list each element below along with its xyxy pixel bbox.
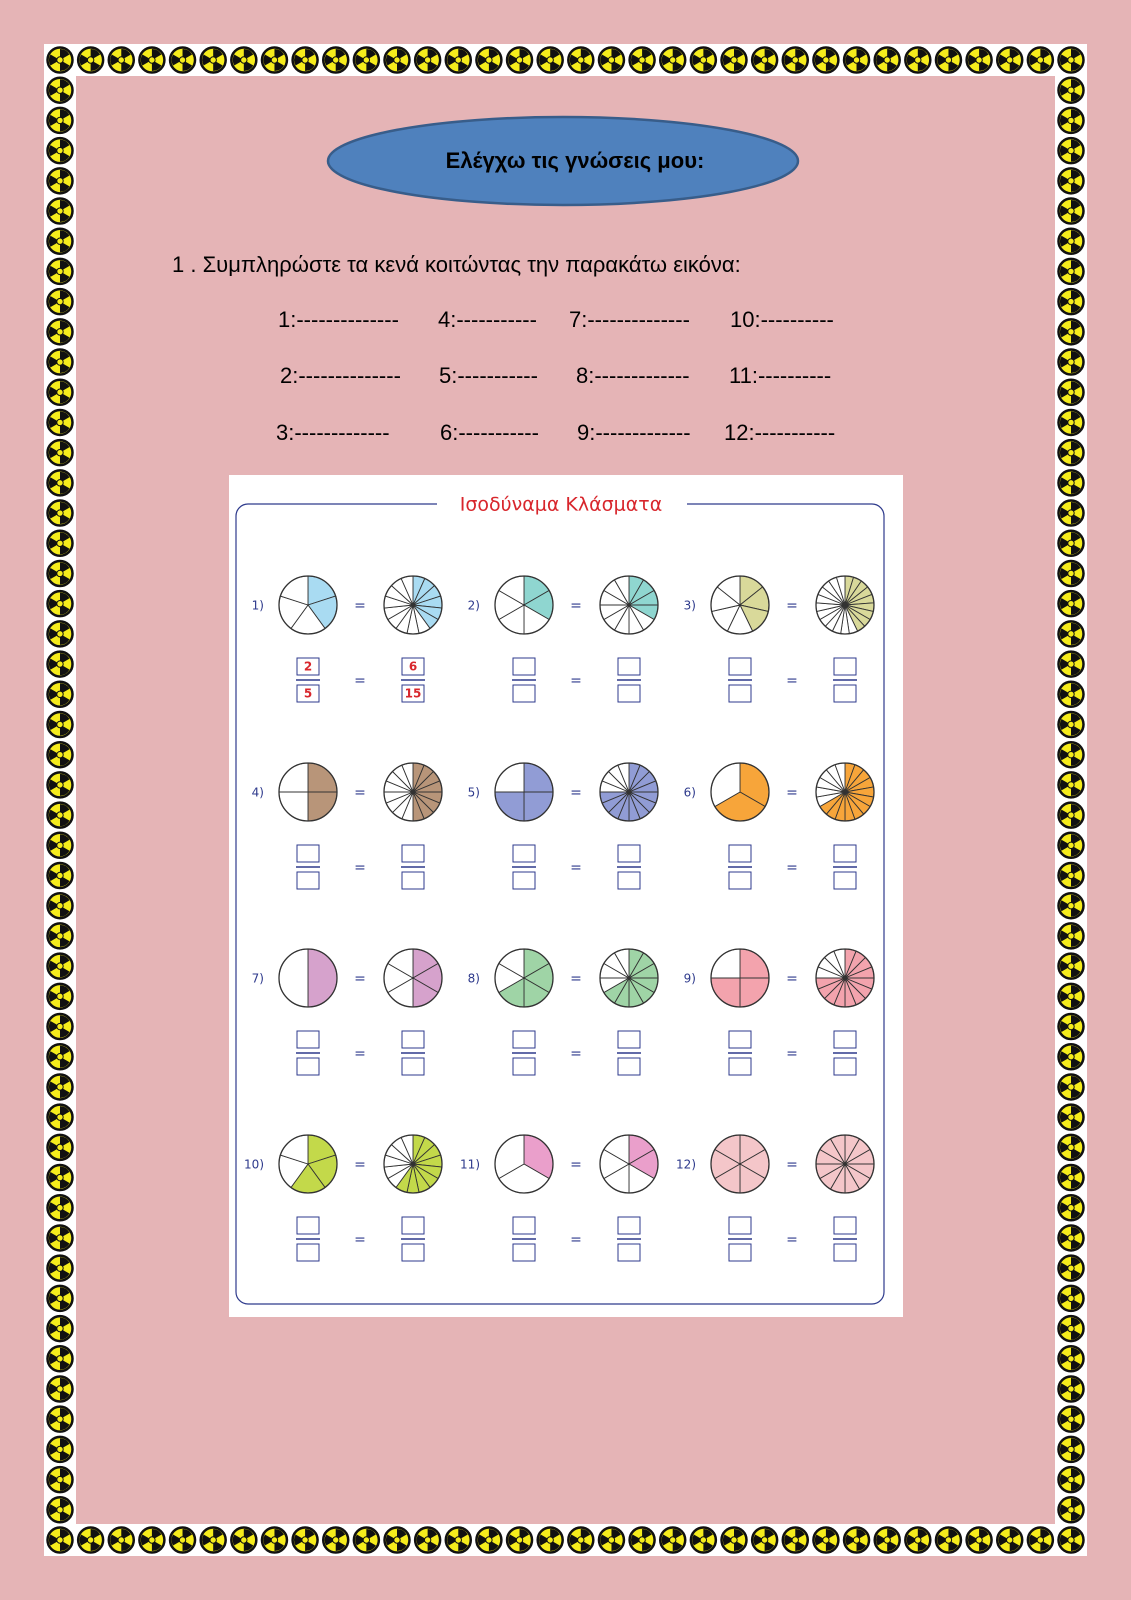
border-tile-icon [1059, 1286, 1084, 1311]
border-tile-icon [1059, 1316, 1084, 1341]
border-tile-icon [48, 380, 73, 405]
border-tile-icon [507, 48, 532, 73]
border-tile-icon [813, 1528, 838, 1553]
right-fraction-answer[interactable] [401, 1217, 425, 1261]
border-tile-icon [231, 1528, 256, 1553]
border-tile-icon [48, 168, 73, 193]
border-tile-icon [48, 319, 73, 344]
fraction-denominator: 5 [303, 686, 313, 701]
border-tile-icon [170, 1528, 195, 1553]
border-tile-icon [1059, 984, 1084, 1009]
page-title: Ελέγχω τις γνώσεις μου: [445, 148, 705, 173]
right-fraction-answer[interactable] [833, 1031, 857, 1075]
border-tile-icon [1059, 350, 1084, 375]
border-tile-icon [1059, 1346, 1084, 1371]
border-tile-icon [48, 531, 73, 556]
border-tile-icon [415, 48, 440, 73]
left-fraction-answer[interactable] [512, 1217, 536, 1261]
border-tile-icon [1059, 652, 1084, 677]
border-tile-icon [48, 1225, 73, 1250]
border-tile-icon [1059, 954, 1084, 979]
border-tile-icon [48, 1346, 73, 1371]
border-tile-icon [1028, 1528, 1053, 1553]
border-tile-icon [48, 652, 73, 677]
border-tile-icon [48, 1528, 73, 1553]
border-tile-icon [109, 48, 134, 73]
equals-sign: = [570, 673, 582, 689]
border-tile-icon [691, 48, 716, 73]
right-fraction-answer[interactable] [401, 845, 425, 889]
answer-blank-4[interactable]: 4:----------- [438, 307, 537, 332]
right-fraction-answer[interactable] [833, 845, 857, 889]
right-fraction-answer[interactable] [833, 658, 857, 702]
border-tile-icon [48, 1437, 73, 1462]
left-fraction-answer[interactable] [296, 1031, 320, 1075]
equals-sign: = [354, 860, 366, 876]
border-tile-icon [48, 48, 73, 73]
left-fraction-circle [279, 1135, 337, 1193]
border-tile-icon [1059, 621, 1084, 646]
border-tile-icon [875, 48, 900, 73]
answer-blank-3[interactable]: 3:------------- [276, 420, 390, 445]
border-tile-icon [660, 48, 685, 73]
border-tile-icon [385, 48, 410, 73]
border-tile-icon [875, 1528, 900, 1553]
border-tile-icon [1028, 48, 1053, 73]
border-tile-icon [48, 591, 73, 616]
border-tile-icon [48, 621, 73, 646]
problem-label: 9) [683, 971, 696, 986]
border-tile-icon [48, 199, 73, 224]
border-tile-icon [78, 48, 103, 73]
border-tile-icon [936, 1528, 961, 1553]
border-tile-icon [48, 501, 73, 526]
border-tile-icon [752, 1528, 777, 1553]
border-tile-icon [1059, 199, 1084, 224]
border-tile-icon [568, 1528, 593, 1553]
border-tile-icon [1059, 1044, 1084, 1069]
border-tile-icon [1059, 138, 1084, 163]
border-tile-icon [722, 1528, 747, 1553]
problem-label: 7) [251, 971, 264, 986]
border-tile-icon [1059, 833, 1084, 858]
equals-sign: = [354, 1046, 366, 1062]
border-tile-icon [48, 1195, 73, 1220]
border-tile-icon [48, 138, 73, 163]
right-fraction-circle [600, 949, 658, 1007]
border-tile-icon [262, 1528, 287, 1553]
left-fraction-circle [711, 1135, 769, 1193]
border-tile-icon [48, 1014, 73, 1039]
border-tile-icon [1059, 591, 1084, 616]
border-tile-icon [446, 1528, 471, 1553]
equals-sign: = [786, 971, 798, 987]
border-tile-icon [1059, 1165, 1084, 1190]
right-fraction-circle [384, 763, 442, 821]
border-tile-icon [109, 1528, 134, 1553]
border-tile-icon [905, 48, 930, 73]
border-tile-icon [48, 712, 73, 737]
border-tile-icon [48, 923, 73, 948]
answer-blank-12[interactable]: 12:----------- [724, 420, 836, 445]
border-tile-icon [1059, 1135, 1084, 1160]
equals-sign: = [786, 673, 798, 689]
border-tile-icon [691, 1528, 716, 1553]
border-tile-icon [1059, 229, 1084, 254]
border-tile-icon [630, 1528, 655, 1553]
border-tile-icon [354, 1528, 379, 1553]
border-tile-icon [1059, 410, 1084, 435]
fraction-denominator: 15 [404, 686, 422, 701]
border-tile-icon [415, 1528, 440, 1553]
border-tile-icon [48, 1376, 73, 1401]
right-fraction-answer[interactable] [617, 1217, 641, 1261]
border-tile-icon [201, 48, 226, 73]
right-fraction-answer[interactable] [617, 658, 641, 702]
border-tile-icon [48, 289, 73, 314]
left-fraction-circle [279, 763, 337, 821]
border-tile-icon [1059, 78, 1084, 103]
border-tile-icon [997, 1528, 1022, 1553]
left-fraction-answer[interactable] [512, 658, 536, 702]
problem-label: 2) [467, 598, 480, 613]
border-tile-icon [783, 48, 808, 73]
left-fraction-circle [495, 1135, 553, 1193]
border-tile-icon [1059, 319, 1084, 344]
equals-sign: = [786, 1157, 798, 1173]
border-tile-icon [48, 1256, 73, 1281]
equals-sign: = [570, 785, 582, 801]
border-tile-icon [48, 893, 73, 918]
border-tile-icon [48, 78, 73, 103]
border-tile-icon [997, 48, 1022, 73]
border-tile-icon [48, 440, 73, 465]
border-tile-icon [1059, 1256, 1084, 1281]
right-fraction-circle [816, 1135, 874, 1193]
left-fraction-answer[interactable] [296, 845, 320, 889]
left-fraction-answer[interactable] [296, 658, 320, 702]
border-tile-icon [48, 410, 73, 435]
left-fraction-answer[interactable] [296, 1217, 320, 1261]
border-tile-icon [599, 1528, 624, 1553]
border-tile-icon [48, 350, 73, 375]
border-tile-icon [48, 561, 73, 586]
border-tile-icon [139, 48, 164, 73]
left-fraction-circle [711, 949, 769, 1007]
border-tile-icon [48, 108, 73, 133]
border-tile-icon [1059, 1437, 1084, 1462]
border-tile-icon [1059, 1407, 1084, 1432]
border-tile-icon [967, 1528, 992, 1553]
border-tile-icon [293, 48, 318, 73]
border-tile-icon [385, 1528, 410, 1553]
right-fraction-circle [816, 576, 874, 634]
left-fraction-circle [711, 576, 769, 634]
border-tile-icon [48, 1135, 73, 1160]
answer-blank-9[interactable]: 9:------------- [577, 420, 691, 445]
border-tile-icon [844, 48, 869, 73]
border-tile-icon [1059, 1376, 1084, 1401]
border-tile-icon [1059, 893, 1084, 918]
border-tile-icon [1059, 742, 1084, 767]
border-tile-icon [48, 1165, 73, 1190]
right-fraction-circle [384, 576, 442, 634]
border-tile-icon [1059, 561, 1084, 586]
border-tile-icon [48, 954, 73, 979]
left-fraction-circle [279, 949, 337, 1007]
equals-sign: = [354, 1157, 366, 1173]
border-tile-icon [1059, 712, 1084, 737]
border-tile-icon [170, 48, 195, 73]
equals-sign: = [354, 971, 366, 987]
right-fraction-circle [384, 1135, 442, 1193]
left-fraction-circle [279, 576, 337, 634]
equals-sign: = [354, 785, 366, 801]
right-fraction-circle [600, 1135, 658, 1193]
border-tile-icon [48, 833, 73, 858]
border-tile-icon [323, 48, 348, 73]
left-fraction-circle [495, 763, 553, 821]
border-tile-icon [1059, 168, 1084, 193]
equivalent-fractions-worksheet [229, 475, 903, 1317]
answer-blank-2[interactable]: 2:-------------- [280, 363, 401, 388]
border-tile-icon [1059, 923, 1084, 948]
border-tile-icon [1059, 380, 1084, 405]
left-fraction-answer[interactable] [728, 845, 752, 889]
border-tile-icon [48, 1074, 73, 1099]
border-tile-icon [476, 1528, 501, 1553]
right-fraction-answer[interactable] [401, 658, 425, 702]
border-tile-icon [354, 48, 379, 73]
border-tile-icon [1059, 1074, 1084, 1099]
fraction-numerator: 2 [303, 659, 313, 674]
border-tile-icon [262, 48, 287, 73]
border-tile-icon [48, 803, 73, 828]
border-tile-icon [1059, 772, 1084, 797]
border-tile-icon [783, 1528, 808, 1553]
answer-blank-10[interactable]: 10:---------- [730, 307, 834, 332]
border-tile-icon [476, 48, 501, 73]
right-fraction-answer[interactable] [617, 845, 641, 889]
problem-label: 11) [460, 1157, 480, 1172]
border-tile-icon [48, 742, 73, 767]
left-fraction-circle [711, 763, 769, 821]
border-tile-icon [78, 1528, 103, 1553]
border-tile-icon [538, 48, 563, 73]
border-tile-icon [1059, 682, 1084, 707]
problem-label: 3) [683, 598, 696, 613]
border-tile-icon [48, 229, 73, 254]
right-fraction-circle [600, 576, 658, 634]
equals-sign: = [354, 598, 366, 614]
border-tile-icon [599, 48, 624, 73]
border-tile-icon [48, 1044, 73, 1069]
border-tile-icon [722, 48, 747, 73]
equals-sign: = [570, 860, 582, 876]
border-tile-icon [139, 1528, 164, 1553]
equals-sign: = [570, 1046, 582, 1062]
problem-label: 4) [251, 785, 264, 800]
problem-label: 6) [683, 785, 696, 800]
problem-label: 8) [467, 971, 480, 986]
equals-sign: = [786, 598, 798, 614]
answer-blank-11[interactable]: 11:---------- [729, 363, 832, 388]
border-tile-icon [967, 48, 992, 73]
border-tile-icon [1059, 1528, 1084, 1553]
border-tile-icon [1059, 440, 1084, 465]
equals-sign: = [354, 1232, 366, 1248]
problem-label: 5) [467, 785, 480, 800]
equals-sign: = [786, 1232, 798, 1248]
left-fraction-answer[interactable] [728, 1031, 752, 1075]
border-tile-icon [1059, 1105, 1084, 1130]
equals-sign: = [786, 860, 798, 876]
border-tile-icon [1059, 803, 1084, 828]
border-tile-icon [660, 1528, 685, 1553]
left-fraction-answer[interactable] [728, 1217, 752, 1261]
border-tile-icon [48, 772, 73, 797]
equals-sign: = [570, 1157, 582, 1173]
border-tile-icon [446, 48, 471, 73]
border-tile-icon [1059, 1195, 1084, 1220]
border-tile-icon [752, 48, 777, 73]
fraction-numerator: 6 [408, 659, 418, 674]
answer-blank-8[interactable]: 8:------------- [576, 363, 690, 388]
right-fraction-answer[interactable] [617, 1031, 641, 1075]
border-tile-icon [630, 48, 655, 73]
border-tile-icon [48, 682, 73, 707]
equals-sign: = [786, 1046, 798, 1062]
border-tile-icon [48, 863, 73, 888]
border-tile-icon [1059, 470, 1084, 495]
answer-blank-7[interactable]: 7:-------------- [569, 307, 690, 332]
border-tile-icon [1059, 1225, 1084, 1250]
border-tile-icon [507, 1528, 532, 1553]
border-tile-icon [231, 48, 256, 73]
right-fraction-answer[interactable] [401, 1031, 425, 1075]
equals-sign: = [354, 673, 366, 689]
border-tile-icon [1059, 289, 1084, 314]
problem-label: 12) [676, 1157, 696, 1172]
problem-label: 1) [251, 598, 264, 613]
problem-label: 10) [244, 1157, 264, 1172]
left-fraction-circle [495, 949, 553, 1007]
border-tile-icon [813, 48, 838, 73]
border-tile-icon [1059, 531, 1084, 556]
left-fraction-circle [495, 576, 553, 634]
border-tile-icon [48, 1497, 73, 1522]
exercise-instruction: 1 . Συμπληρώστε τα κενά κοιτώντας την παρακάτω εικόνα: [172, 252, 741, 277]
worksheet-title: Ισοδύναμα Κλάσματα [459, 493, 663, 516]
border-tile-icon [1059, 1467, 1084, 1492]
border-tile-icon [1059, 501, 1084, 526]
border-tile-icon [48, 1467, 73, 1492]
left-fraction-answer[interactable] [728, 658, 752, 702]
border-tile-icon [48, 470, 73, 495]
border-tile-icon [48, 1286, 73, 1311]
border-tile-icon [48, 1316, 73, 1341]
equals-sign: = [570, 1232, 582, 1248]
left-fraction-answer[interactable] [512, 845, 536, 889]
border-tile-icon [1059, 48, 1084, 73]
right-fraction-circle [816, 763, 874, 821]
answer-blank-5[interactable]: 5:----------- [439, 363, 538, 388]
border-tile-icon [48, 1105, 73, 1130]
answer-blank-1[interactable]: 1:-------------- [278, 307, 399, 332]
left-fraction-answer[interactable] [512, 1031, 536, 1075]
border-tile-icon [936, 48, 961, 73]
border-tile-icon [1059, 1497, 1084, 1522]
answer-blank-6[interactable]: 6:----------- [440, 420, 539, 445]
border-tile-icon [538, 1528, 563, 1553]
border-tile-icon [1059, 1014, 1084, 1039]
border-tile-icon [1059, 863, 1084, 888]
equals-sign: = [570, 971, 582, 987]
right-fraction-circle [384, 949, 442, 1007]
right-fraction-circle [816, 949, 874, 1007]
border-tile-icon [201, 1528, 226, 1553]
border-tile-icon [1059, 259, 1084, 284]
border-tile-icon [905, 1528, 930, 1553]
border-tile-icon [293, 1528, 318, 1553]
right-fraction-circle [600, 763, 658, 821]
border-tile-icon [568, 48, 593, 73]
border-tile-icon [48, 1407, 73, 1432]
right-fraction-answer[interactable] [833, 1217, 857, 1261]
equals-sign: = [786, 785, 798, 801]
border-tile-icon [1059, 108, 1084, 133]
border-tile-icon [844, 1528, 869, 1553]
equals-sign: = [570, 598, 582, 614]
border-tile-icon [48, 259, 73, 284]
border-tile-icon [48, 984, 73, 1009]
border-tile-icon [323, 1528, 348, 1553]
